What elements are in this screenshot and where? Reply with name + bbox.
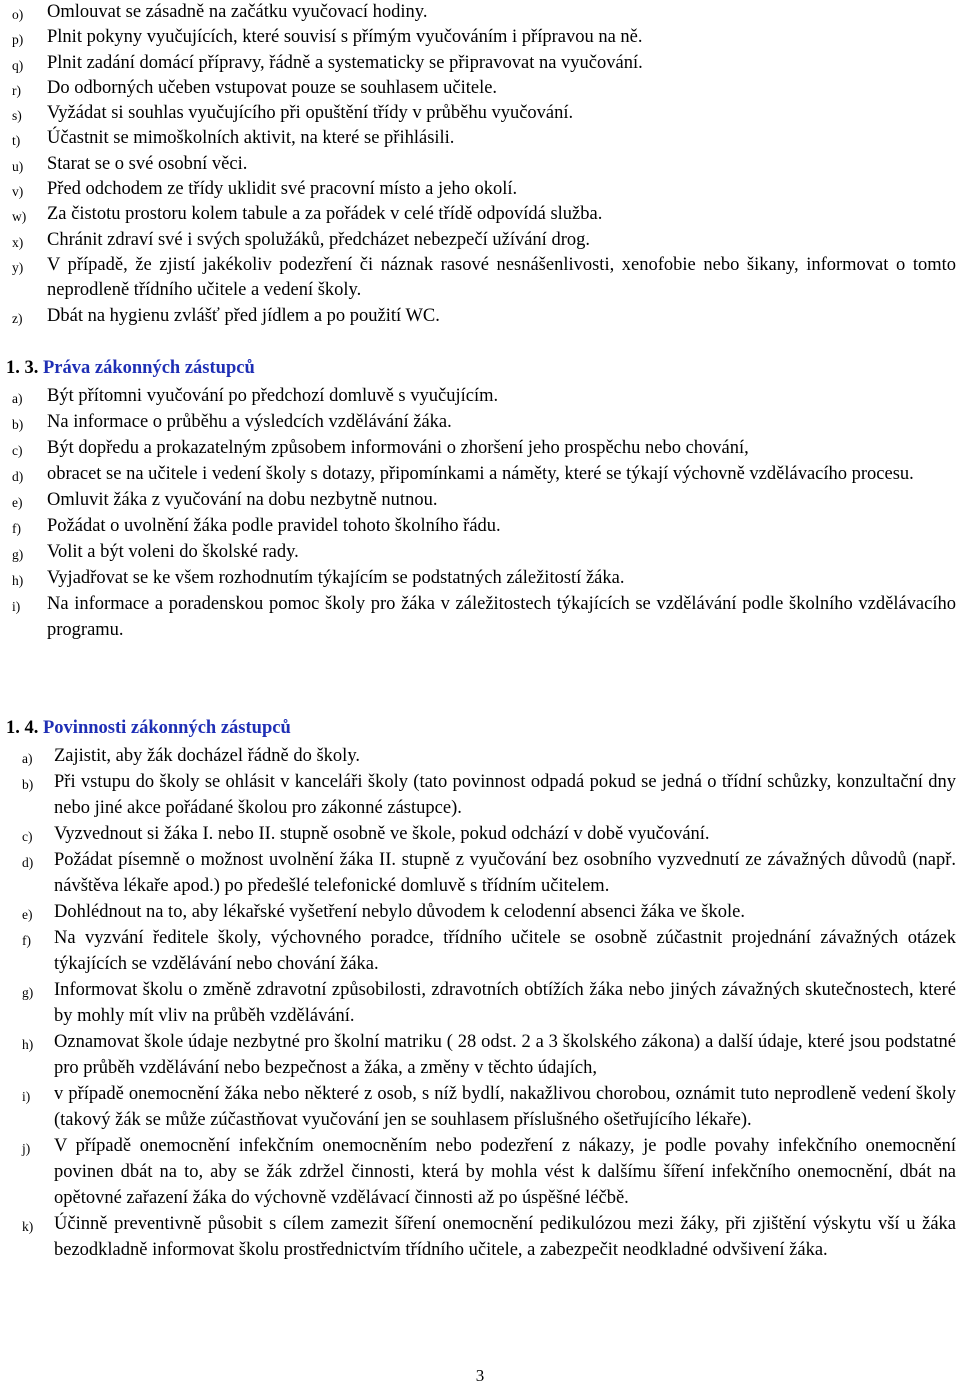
item-text: Na informace a poradenskou pomoc školy pro žáka v záležitostech týkajících se vzdělávání podle školního vzdělávacího programu. xyxy=(47,594,956,640)
list-item xyxy=(0,565,960,591)
list-item xyxy=(0,821,960,847)
list-item xyxy=(0,25,960,50)
item-text: Dohlédnout na to, aby lékařské vyšetření nebylo důvodem k celodenní absenci žáka ve škole. xyxy=(54,902,745,922)
item-label: f) xyxy=(22,933,31,948)
list-item xyxy=(0,925,960,977)
item-label: r) xyxy=(12,82,21,98)
list-item xyxy=(0,743,960,769)
item-text: Omluvit žáka z vyučování na dobu nezbytně nutnou. xyxy=(47,490,438,510)
item-label: h) xyxy=(22,1037,34,1052)
item-label: f) xyxy=(12,521,21,536)
list-item xyxy=(0,253,960,304)
item-label: e) xyxy=(22,907,33,922)
list-item xyxy=(0,228,960,253)
section-title: Povinnosti zákonných zástupců xyxy=(43,718,291,738)
item-label: q) xyxy=(12,57,24,73)
item-text: Účinně preventivně působit s cílem zamezit šíření onemocnění pedikulózou mezi žáky, při zjištění výskytu vší u žáka bezodkladně informovat školu prostřednictvím třídního učitele, a zabezpečit neodkladné odvšivení žáka. xyxy=(54,1214,956,1260)
item-text: Požádat písemně o možnost uvolnění žáka II. stupně z vyučování bez osobního vyzvednutí ze závažných důvodů (např. návštěva lékaře apod.) po předešlé telefonické domluvě s třídním učitelem. xyxy=(54,850,956,896)
list-item xyxy=(0,202,960,227)
list-item xyxy=(0,101,960,126)
item-text: Starat se o své osobní věci. xyxy=(47,153,248,174)
student-duties-list xyxy=(0,0,960,329)
item-text: Informovat školu o změně zdravotní způsobilosti, zdravotních obtížích žáka nebo jiných závažných skutečnostech, které by mohly mít vliv na průběh vzdělávání. xyxy=(54,980,956,1026)
list-item xyxy=(0,0,960,25)
item-label: w) xyxy=(12,209,27,225)
list-item xyxy=(0,461,960,487)
item-label: i) xyxy=(22,1089,31,1104)
item-text: v případě onemocnění žáka nebo některé z osob, s níž bydlí, nakažlivou chorobou, oznámit tuto neprodleně vedení školy (takový žák se může zúčastňovat vyučování jen se souhlasem příslušného ošetřujícího lékaře). xyxy=(54,1084,956,1130)
list-item xyxy=(0,1211,960,1263)
section-number: 1. 4. xyxy=(6,718,39,738)
item-label: e) xyxy=(12,495,23,510)
page-number: 3 xyxy=(475,1366,485,1385)
item-text: Na vyzvání ředitele školy, výchovného poradce, třídního učitele se osobně zúčastnit projednání závažných otázek týkajících se vzdělávání nebo chování žáka. xyxy=(54,928,956,974)
item-label: a) xyxy=(22,751,33,766)
item-label: k) xyxy=(22,1219,34,1234)
item-label: o) xyxy=(12,7,24,22)
item-label: b) xyxy=(22,777,34,792)
item-text: V případě, že zjistí jakékoliv podezření či náznak rasové nesnášenlivosti, xenofobie nebo šikany, informovat o tomto neprodleně třídního učitele a vedení školy. xyxy=(47,254,956,301)
item-text: Vyjadřovat se ke všem rozhodnutím týkajícím se podstatných záležitostí žáka. xyxy=(47,568,625,588)
section-heading-1-3 xyxy=(6,358,255,379)
list-item xyxy=(0,1133,960,1211)
list-item xyxy=(0,435,960,461)
parents-rights-list xyxy=(0,383,960,643)
item-text: Volit a být voleni do školské rady. xyxy=(47,542,299,562)
item-text: Účastnit se mimoškolních aktivit, na které se přihlásili. xyxy=(47,128,455,149)
item-text: Chránit zdraví své i svých spolužáků, předcházet nebezpečí užívání drog. xyxy=(47,229,590,250)
item-label: v) xyxy=(12,184,24,200)
item-label: g) xyxy=(12,547,24,562)
section-number: 1. 3. xyxy=(6,358,39,378)
list-item xyxy=(0,304,960,329)
item-label: d) xyxy=(12,469,24,484)
section-heading-1-4 xyxy=(6,718,291,739)
item-label: c) xyxy=(22,829,33,844)
list-item xyxy=(0,487,960,513)
item-text: Plnit zadání domácí přípravy, řádně a systematicky se připravovat na vyučování. xyxy=(47,52,643,73)
list-item xyxy=(0,977,960,1029)
list-item xyxy=(0,152,960,177)
item-text: Být přítomni vyučování po předchozí domluvě s vyučujícím. xyxy=(47,386,499,406)
item-label: i) xyxy=(12,599,21,614)
item-label: h) xyxy=(12,573,24,588)
item-text: Za čistotu prostoru kolem tabule a za pořádek v celé třídě odpovídá služba. xyxy=(47,204,603,225)
item-text: Vyžádat si souhlas vyučujícího při opuštění třídy v průběhu vyučování. xyxy=(47,103,574,124)
item-text: Na informace o průběhu a výsledcích vzdělávání žáka. xyxy=(47,412,452,432)
item-text: Do odborných učeben vstupovat pouze se souhlasem učitele. xyxy=(47,77,498,98)
item-text: Při vstupu do školy se ohlásit v kanceláři školy (tato povinnost odpadá pokud se jedná o třídní schůzky, konzultační dny nebo jiné akce pořádané školou pro zákonné zástupce). xyxy=(54,772,956,818)
item-text: obracet se na učitele i vedení školy s dotazy, připomínkami a náměty, které se týkají výchovně vzdělávacího procesu. xyxy=(47,464,914,484)
item-text: Oznamovat škole údaje nezbytné pro školní matriku ( 28 odst. 2 a 3 školského zákona) a další údaje, které jsou podstatné pro průběh vzdělávání nebo bezpečnost a žáka, a změny v těchto údajích, xyxy=(54,1032,956,1078)
list-item xyxy=(0,383,960,409)
list-item xyxy=(0,847,960,899)
list-item xyxy=(0,76,960,101)
item-label: u) xyxy=(12,158,24,174)
item-text: Plnit pokyny vyučujících, které souvisí s přímým vyučováním i přípravou na ně. xyxy=(47,27,643,48)
item-label: a) xyxy=(12,391,23,406)
item-text: V případě onemocnění infekčním onemocněním nebo podezření z nákazy, je podle povahy infekčního onemocnění povinen dbát na to, aby se žák zdržel činnosti, která by mohla vést k dalšímu šíření infekčního onemocnění, dbát na opětovné zařazení žáka do výchovně vzdělávací činnosti až po úspěšné léčbě. xyxy=(54,1136,956,1208)
parents-duties-list xyxy=(0,743,960,1263)
item-label: t) xyxy=(12,133,21,149)
item-text: Zajistit, aby žák docházel řádně do školy. xyxy=(54,746,360,766)
list-item xyxy=(0,769,960,821)
item-text: Před odchodem ze třídy uklidit své pracovní místo a jeho okolí. xyxy=(47,179,518,200)
item-label: s) xyxy=(12,108,22,124)
item-label: x) xyxy=(12,234,24,250)
list-item xyxy=(0,1029,960,1081)
list-item xyxy=(0,177,960,202)
item-text: Požádat o uvolnění žáka podle pravidel tohoto školního řádu. xyxy=(47,516,501,536)
item-label: y) xyxy=(12,259,24,275)
item-label: z) xyxy=(12,310,23,326)
list-item xyxy=(0,1081,960,1133)
list-item xyxy=(0,513,960,539)
item-label: j) xyxy=(22,1141,31,1156)
list-item xyxy=(0,126,960,151)
item-label: d) xyxy=(22,855,34,870)
list-item xyxy=(0,539,960,565)
item-label: p) xyxy=(12,32,24,48)
item-text: Být dopředu a prokazatelným způsobem informováni o zhoršení jeho prospěchu nebo chování, xyxy=(47,438,749,458)
list-item xyxy=(0,409,960,435)
item-label: b) xyxy=(12,417,24,432)
section-title: Práva zákonných zástupců xyxy=(43,358,255,378)
list-item xyxy=(0,51,960,76)
list-item xyxy=(0,591,960,643)
item-text: Omlouvat se zásadně na začátku vyučovací hodiny. xyxy=(47,2,428,22)
item-text: Dbát na hygienu zvlášť před jídlem a po použití WC. xyxy=(47,305,440,326)
list-item xyxy=(0,899,960,925)
item-text: Vyzvednout si žáka I. nebo II. stupně osobně ve škole, pokud odchází v době vyučování. xyxy=(54,824,710,844)
item-label: c) xyxy=(12,443,23,458)
item-label: g) xyxy=(22,985,34,1000)
